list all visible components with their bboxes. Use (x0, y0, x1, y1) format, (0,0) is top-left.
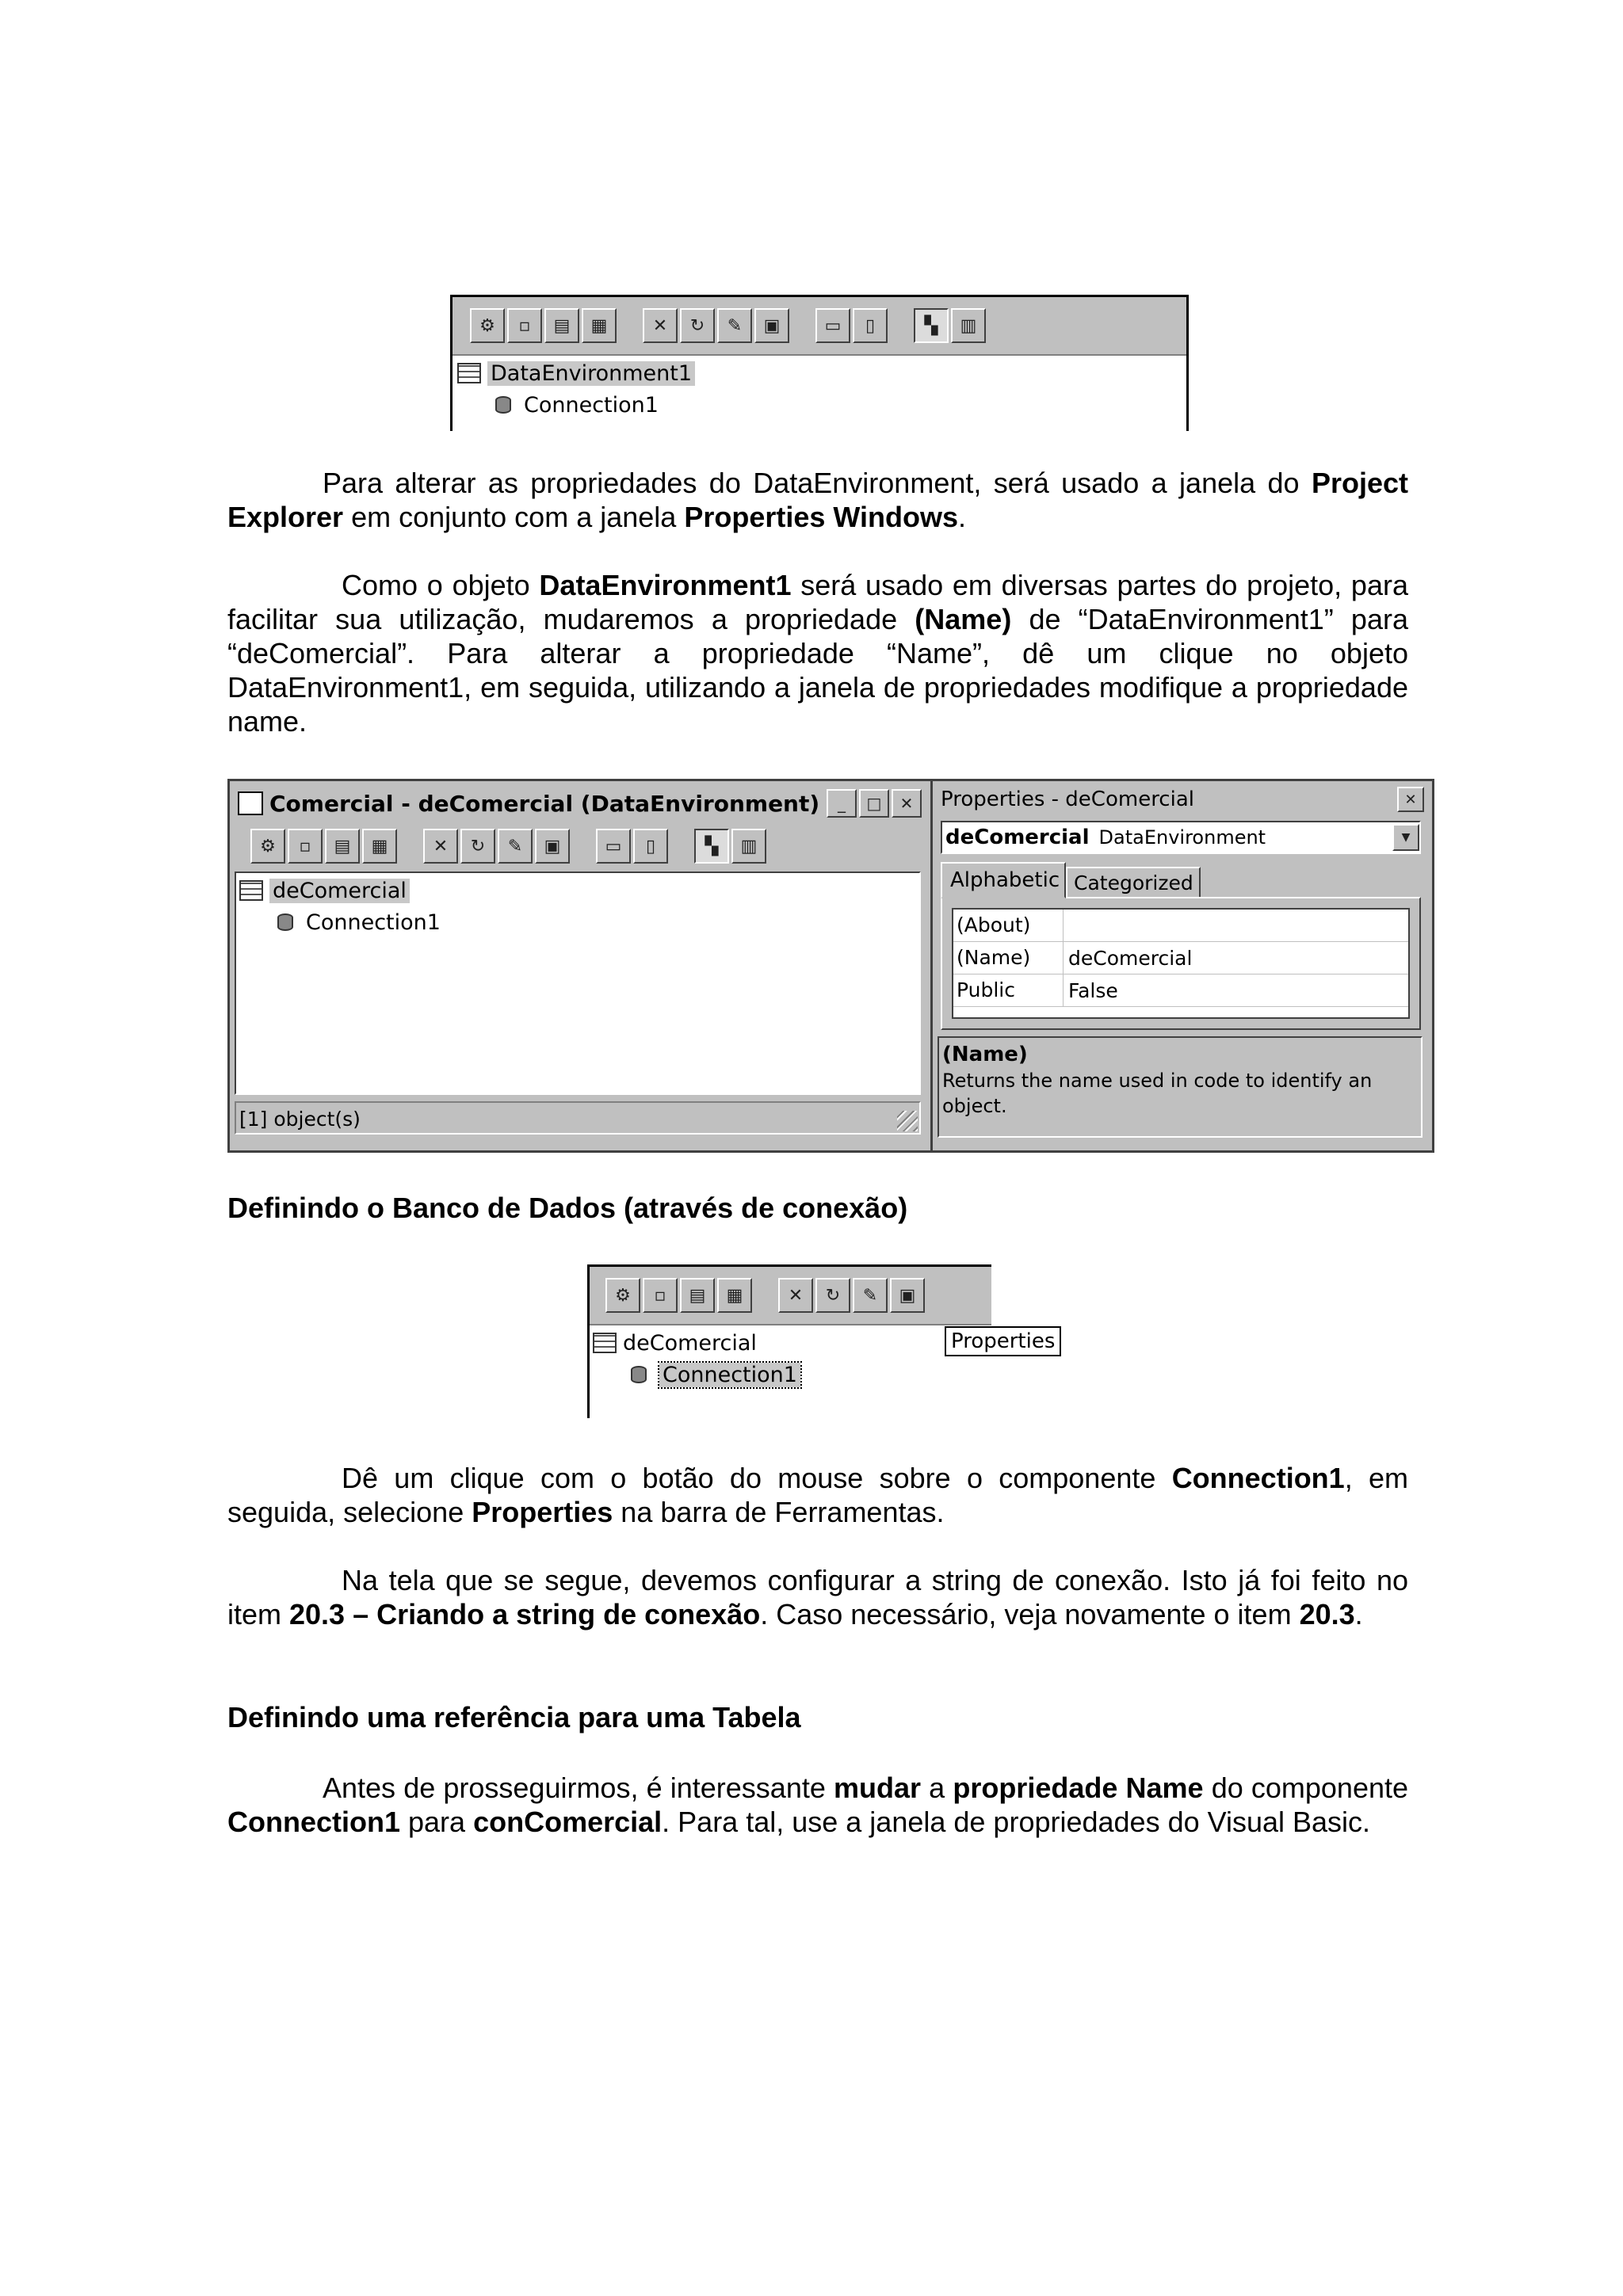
paragraph-1: Para alterar as propriedades do DataEnvironment, será usado a janela do Project Explorer em conjunto com a janela Properties Windows. (227, 467, 1408, 533)
object-type: DataEnvironment (1098, 826, 1266, 849)
description-pane (938, 1036, 1423, 1138)
properties-title: Properties - deComercial (941, 788, 1194, 811)
property-name: Public (953, 974, 1064, 1006)
section-heading-2: Definindo uma referência para uma Tabela (227, 1701, 801, 1733)
dropdown-arrow-icon[interactable]: ▼ (1392, 824, 1419, 851)
add-child-command-button[interactable]: ▦ (717, 1278, 752, 1313)
designer-title: Comercial - deComercial (DataEnvironment) (269, 790, 820, 817)
add-command-button[interactable]: ▫ (288, 829, 323, 864)
properties-button[interactable]: ▣ (890, 1278, 925, 1313)
property-grid-frame (941, 897, 1421, 1030)
designer-window-icon (238, 791, 263, 815)
arrange-by-connections-button[interactable]: ▚ (914, 308, 949, 343)
paragraph-2: Como o objeto DataEnvironment1 será usado em diversas partes do projeto, para facilitar sua utilização, mudaremos a propriedade (Name) de “DataEnvironment1” para “deComercial”. Para alterar a propriedade “Name”, dê um clique no objeto DataEnvironment1, em seguida, utilizando a janela de propriedades modifique a propriedade name. (227, 569, 1408, 738)
design-button[interactable]: ✎ (498, 829, 533, 864)
resize-grip-icon[interactable] (897, 1111, 918, 1131)
refresh-button[interactable]: ↻ (460, 829, 495, 864)
properties-window (930, 781, 1432, 1150)
designer-title-bar (235, 786, 924, 821)
add-child-command-button[interactable]: ▦ (582, 308, 617, 343)
delete-button[interactable]: ✕ (778, 1278, 813, 1313)
status-bar (235, 1101, 921, 1135)
properties-tooltip: Properties (945, 1326, 1061, 1356)
properties-button[interactable]: ▣ (535, 829, 570, 864)
options-button[interactable]: ▯ (633, 829, 668, 864)
paragraph-4: Na tela que se segue, devemos configurar a string de conexão. Isto já foi feito no item 20.3 – Criando a string de conexão. Caso necessário, veja novamente o item 20.3. (227, 1564, 1408, 1630)
add-connection-button[interactable]: ⚙ (470, 308, 505, 343)
properties-close-button[interactable]: ✕ (1397, 787, 1424, 812)
property-grid[interactable] (952, 908, 1410, 1019)
view-code-button[interactable]: ▭ (815, 308, 850, 343)
insert-stored-procedures-button[interactable]: ▤ (325, 829, 360, 864)
tab-alphabetic[interactable]: Alphabetic (941, 862, 1066, 898)
figure-1-designer-fragment (450, 295, 1189, 431)
add-connection-button[interactable]: ⚙ (605, 1278, 640, 1313)
paragraph-3: Dê um clique com o botão do mouse sobre o componente Connection1, em seguida, selecione Properties na barra de Ferramentas. (227, 1462, 1409, 1528)
insert-stored-procedures-button[interactable]: ▤ (544, 308, 579, 343)
data-environment-icon (239, 880, 263, 901)
property-value[interactable]: False (1068, 978, 1118, 1002)
object-select[interactable] (941, 821, 1421, 854)
delete-button[interactable]: ✕ (643, 308, 678, 343)
refresh-button[interactable]: ↻ (680, 308, 715, 343)
connection-icon (629, 1364, 653, 1385)
status-text: [1] object(s) (239, 1108, 361, 1131)
insert-stored-procedures-button[interactable]: ▤ (680, 1278, 715, 1313)
section-heading-1: Definindo o Banco de Dados (através de conexão) (227, 1192, 908, 1224)
data-environment-icon (593, 1333, 617, 1353)
arrange-by-objects-button[interactable]: ▥ (731, 829, 766, 864)
description-title: (Name) (942, 1043, 1028, 1066)
toolbar-1 (453, 297, 1186, 356)
paragraph-5: Antes de prosseguirmos, é interessante mudar a propriedade Name do componente Connection1 para conComercial. Para tal, use a janela de propriedades do Visual Basic. (227, 1772, 1409, 1838)
figure-3-designer-fragment (587, 1264, 991, 1418)
figure-2-screenshot (227, 779, 1434, 1153)
property-value[interactable]: deComercial (1068, 946, 1193, 970)
tree-child-item[interactable]: Connection1 (524, 392, 659, 418)
property-name: (Name) (953, 942, 1064, 974)
object-name: deComercial (945, 826, 1090, 849)
property-name: (About) (953, 910, 1064, 941)
refresh-button[interactable]: ↻ (815, 1278, 850, 1313)
toolbar-3 (590, 1267, 991, 1325)
tree-root-item[interactable]: deComercial (623, 1330, 757, 1356)
tree-child-item[interactable]: Connection1 (306, 910, 441, 935)
description-text: Returns the name used in code to identify an object. (942, 1070, 1373, 1117)
connection-icon (494, 395, 517, 415)
arrange-by-connections-button[interactable]: ▚ (694, 829, 729, 864)
design-button[interactable]: ✎ (853, 1278, 888, 1313)
tree-root-item[interactable]: deComercial (269, 879, 410, 903)
designer-tree-pane[interactable] (235, 871, 921, 1095)
tab-categorized[interactable]: Categorized (1066, 867, 1201, 898)
minimize-button[interactable]: _ (827, 789, 857, 818)
arrange-by-objects-button[interactable]: ▥ (951, 308, 986, 343)
maximize-button[interactable]: □ (859, 789, 889, 818)
property-row[interactable] (953, 942, 1408, 974)
add-command-button[interactable]: ▫ (643, 1278, 678, 1313)
connection-icon (276, 912, 300, 933)
delete-button[interactable]: ✕ (423, 829, 458, 864)
add-command-button[interactable]: ▫ (507, 308, 542, 343)
tree-root-item[interactable]: DataEnvironment1 (487, 361, 695, 386)
options-button[interactable]: ▯ (853, 308, 888, 343)
close-button[interactable]: ✕ (892, 789, 922, 818)
view-code-button[interactable]: ▭ (596, 829, 631, 864)
add-child-command-button[interactable]: ▦ (362, 829, 397, 864)
tree-child-item-selected[interactable]: Connection1 (659, 1363, 800, 1387)
property-row[interactable] (953, 910, 1408, 942)
design-button[interactable]: ✎ (717, 308, 752, 343)
data-environment-icon (457, 363, 481, 383)
add-connection-button[interactable]: ⚙ (250, 829, 285, 864)
properties-button[interactable]: ▣ (754, 308, 789, 343)
property-row[interactable] (953, 974, 1408, 1007)
properties-title-bar (933, 781, 1432, 818)
designer-window (235, 786, 924, 1146)
